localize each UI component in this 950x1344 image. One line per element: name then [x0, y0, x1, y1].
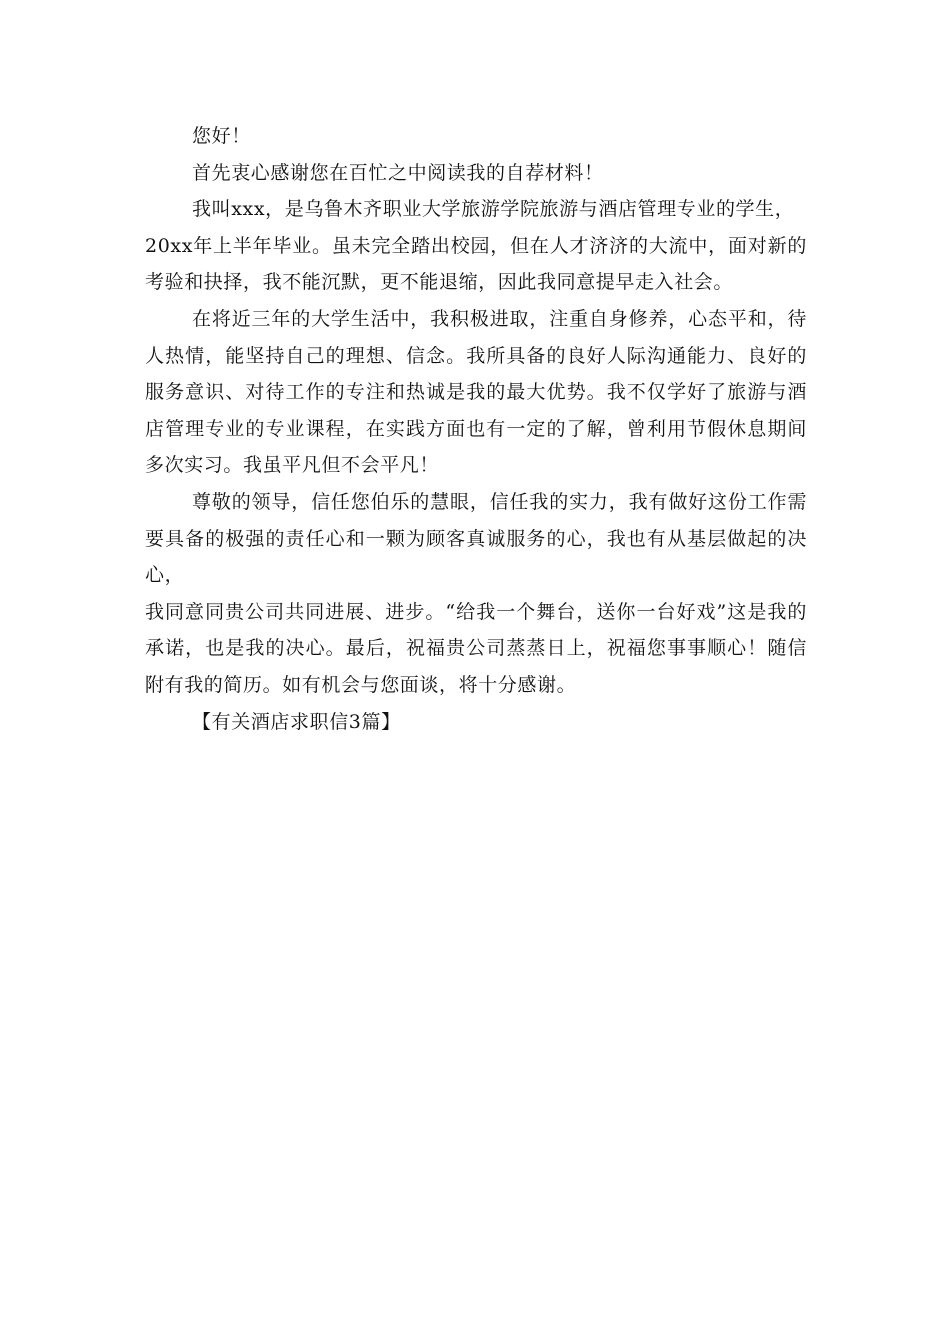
- related-articles-heading: 【有关酒店求职信3篇】: [192, 710, 401, 733]
- introduction-paragraph: 我叫xxx，是乌鲁木齐职业大学旅游学院旅游与酒店管理专业的学生， 20xx年上半年毕业。虽未完全踏出校园，但在人才济济的大流中，面对新的考验和抉择，我不能沉默，更不能退缩，因此我同意提早走入社会。: [145, 198, 807, 294]
- college-life-paragraph: 在将近三年的大学生活中，我积极进取，注重自身修养，心态平和，待人热情，能坚持自己的理想、信念。我所具备的良好人际沟通能力、良好的服务意识、对待工作的专注和热诚是我的最大优势。我不仅学好了旅游与酒店管理专业的专业课程，在实践方面也有一定的了解，曾利用节假休息期间多次实习。我虽平凡但不会平凡！: [145, 307, 807, 477]
- opening-paragraph: 首先衷心感谢您在百忙之中阅读我的自荐材料！: [192, 161, 604, 184]
- letter-body: [145, 118, 807, 740]
- closing-paragraph: 尊敬的领导，信任您伯乐的慧眼，信任我的实力，我有做好这份工作需要具备的极强的责任心和一颗为顾客真诚服务的心，我也有从基层做起的决心， 我同意同贵公司共同进展、进步。“给我一个舞台，送你一台好戏”这是我的承诺，也是我的决心。最后，祝福贵公司蒸蒸日上，祝福您事事顺心！随信附有我的简历。如有机会与您面谈，将十分感谢。: [145, 490, 807, 696]
- greeting: 您好！: [192, 125, 251, 147]
